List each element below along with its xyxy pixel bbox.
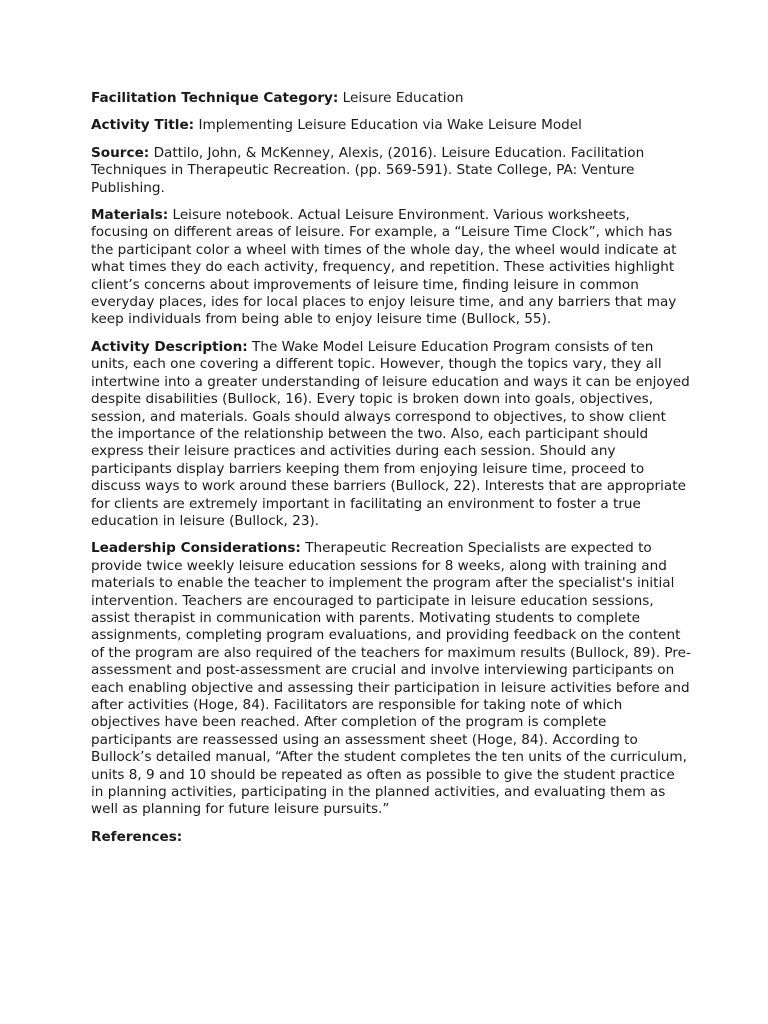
leadership-label: Leadership Considerations: xyxy=(91,540,301,557)
activity-description-label: Activity Description: xyxy=(91,338,248,355)
activity-description-text: The Wake Model Leisure Education Program consists of ten units, each one covering a different topic. However, though the topics vary, they all intertwine into a greater understanding of leisure education and ways it can be enjoyed despite disabilities (Bullock, 16). Every topic is broken down into goals, objectives, session, and materials. Goals should always correspond to objectives, to show client the importance of the relationship between the two. Also, each participant should express their leisure practices and activities during each session. Should any participants display barriers keeping them from enjoying leisure time, proceed to discuss ways to work around these barriers (Bullock, 22). Interests that are appropriate for clients are extremely important in facilitating an environment to foster a true education in leisure (Bullock, 23). xyxy=(91,338,690,529)
category-text: Leisure Education xyxy=(342,90,464,106)
activity-title-label: Activity Title: xyxy=(91,117,195,134)
leadership-paragraph xyxy=(91,540,691,819)
materials-text: Leisure notebook. Actual Leisure Environment. Various worksheets, focusing on different areas of leisure. For example, a “Leisure Time Clock”, which has the participant color a wheel with times of the whole day, the wheel would indicate at what times they do each activity, frequency, and repetition. These activities highlight client’s concerns about improvements of leisure time, finding leisure in common everyday places, ides for local places to enjoy leisure time, and any barriers that may keep individuals from being able to enjoy leisure time (Bullock, 55). xyxy=(91,207,677,328)
leadership-text: Therapeutic Recreation Specialists are expected to provide twice weekly leisure education sessions for 8 weeks, along with training and materials to enable the teacher to implement the program after the specialist's initial intervention. Teachers are encouraged to participate in leisure education sessions, assist therapist in communication with parents. Motivating students to complete assignments, completing program evaluations, and providing feedback on the content of the program are also required of the teachers for maximum results (Bullock, 89). Pre-assessment and post-assessment are crucial and involve interviewing participants on each enabling objective and assessing their participation in leisure activities before and after activities (Hoge, 84). Facilitators are responsible for taking note of which objectives have been reached. After completion of the program is complete participants are reassessed using an assessment sheet (Hoge, 84). According to Bullock’s detailed manual, “After the student completes the ten units of the curriculum, units 8, 9 and 10 should be repeated as often as possible to give the student practice in planning activities, participating in the planned activities, and evaluating them as well as planning for future leisure pursuits.” xyxy=(91,540,691,818)
source-label: Source: xyxy=(91,144,150,161)
materials-paragraph xyxy=(91,207,691,329)
category-label: Facilitation Technique Category: xyxy=(91,90,339,106)
activity-title-paragraph xyxy=(91,117,691,134)
document-page xyxy=(91,90,691,856)
references-paragraph xyxy=(91,829,691,846)
source-paragraph xyxy=(91,145,691,197)
references-label: References: xyxy=(91,828,183,845)
source-text: Dattilo, John, & McKenney, Alexis, (2016). Leisure Education. Facilitation Techniques in Therapeutic Recreation. (pp. 569-591). State College, PA: Venture Publishing. xyxy=(91,144,645,196)
category-paragraph xyxy=(91,90,691,107)
activity-description-paragraph xyxy=(91,339,691,530)
activity-title-text: Implementing Leisure Education via Wake Leisure Model xyxy=(198,117,582,134)
materials-label: Materials: xyxy=(91,207,169,224)
